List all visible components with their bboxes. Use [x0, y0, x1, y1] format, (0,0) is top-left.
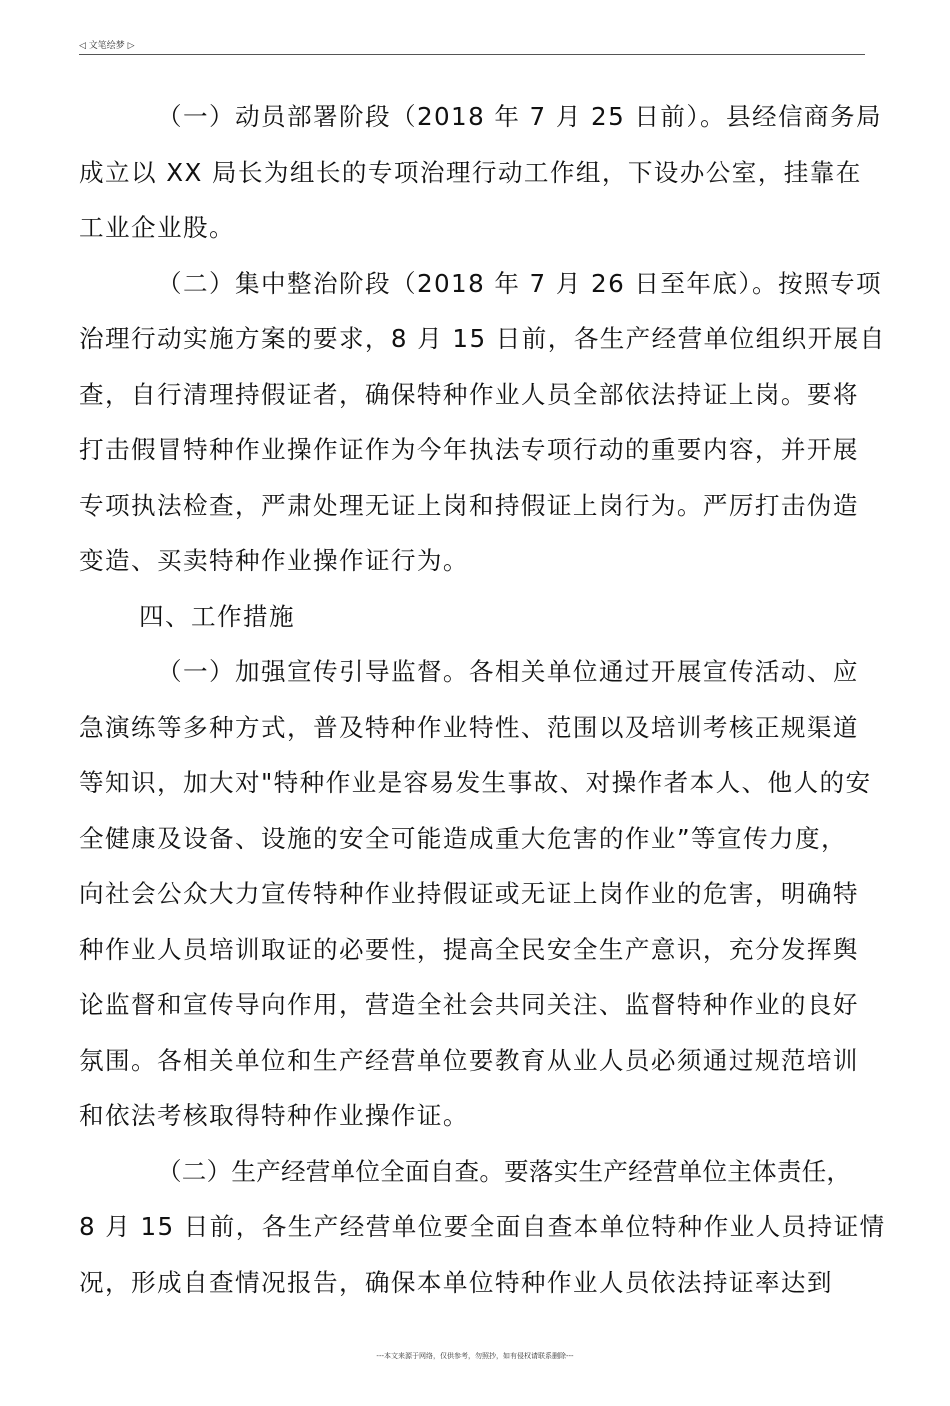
paragraph-mobilization-stage [79, 89, 882, 256]
text-line: 打击假冒特种作业操作证作为今年执法专项行动的重要内容，并开展 [79, 435, 859, 464]
text-line: 况，形成自查情况报告，确保本单位特种作业人员依法持证率达到 [79, 1267, 833, 1297]
text-line: 等知识，加大对"特种作业是容易发生事故、对操作者本人、他人的安 [79, 768, 872, 797]
text-line: 变造、买卖特种作业操作证行为。 [79, 546, 469, 575]
paragraph-publicity-guidance [79, 644, 872, 1144]
text-line: （一）动员部署阶段（2018 年 7 月 25 日前）。县经信商务局 [157, 102, 882, 131]
text-line: 和依法考核取得特种作业操作证。 [79, 1101, 469, 1130]
text-line: 向社会公众大力宣传特种作业持假证或无证上岗作业的危害，明确特 [79, 879, 859, 908]
text-line: 查，自行清理持假证者，确保特种作业人员全部依法持证上岗。要将 [79, 379, 859, 409]
text-line: 种作业人员培训取证的必要性，提高全民安全生产意识，充分发挥舆 [79, 934, 859, 964]
text-line: 论监督和宣传导向作用，营造全社会共同关注、监督特种作业的良好 [79, 990, 859, 1019]
text-line: 全健康及设备、设施的安全可能造成重大危害的作业”等宣传力度， [79, 823, 847, 853]
text-line: 治理行动实施方案的要求，8 月 15 日前，各生产经营单位组织开展自 [79, 324, 886, 353]
text-line: 8 月 15 日前，各生产经营单位要全面自查本单位特种作业人员持证情 [79, 1212, 886, 1241]
page-header [79, 40, 865, 54]
text-line: 专项执法检查，严肃处理无证上岗和持假证上岗行为。严厉打击伪造 [79, 490, 859, 520]
text-line: （二）生产经营单位全面自查。要落实生产经营单位主体责任， [157, 1156, 852, 1186]
text-line: 工业企业股。 [79, 213, 235, 242]
paragraph-self-inspection [79, 1144, 886, 1311]
text-line: 四、工作措施 [139, 601, 295, 631]
text-line: 成立以 XX 局长为组长的专项治理行动工作组，下设办公室，挂靠在 [79, 157, 862, 187]
text-line: （二）集中整治阶段（2018 年 7 月 26 日至年底）。按照专项 [157, 268, 882, 298]
text-line: 氛围。各相关单位和生产经营单位要教育从业人员必须通过规范培训 [79, 1045, 859, 1075]
page-footer-note: ---本文来源于网络，仅供参考，勿照抄，如有侵权请联系删除--- [376, 1352, 574, 1360]
header-label: ◁ 文笔绘梦 ▷ [79, 41, 135, 51]
paragraph-rectification-stage [79, 256, 886, 589]
header-divider [79, 54, 865, 55]
text-line: 急演练等多种方式，普及特种作业特性、范围以及培训考核正规渠道 [79, 712, 859, 742]
document-body [79, 89, 886, 1310]
section-heading-work-measures [79, 589, 865, 645]
text-line: （一）加强宣传引导监督。各相关单位通过开展宣传活动、应 [157, 657, 859, 686]
